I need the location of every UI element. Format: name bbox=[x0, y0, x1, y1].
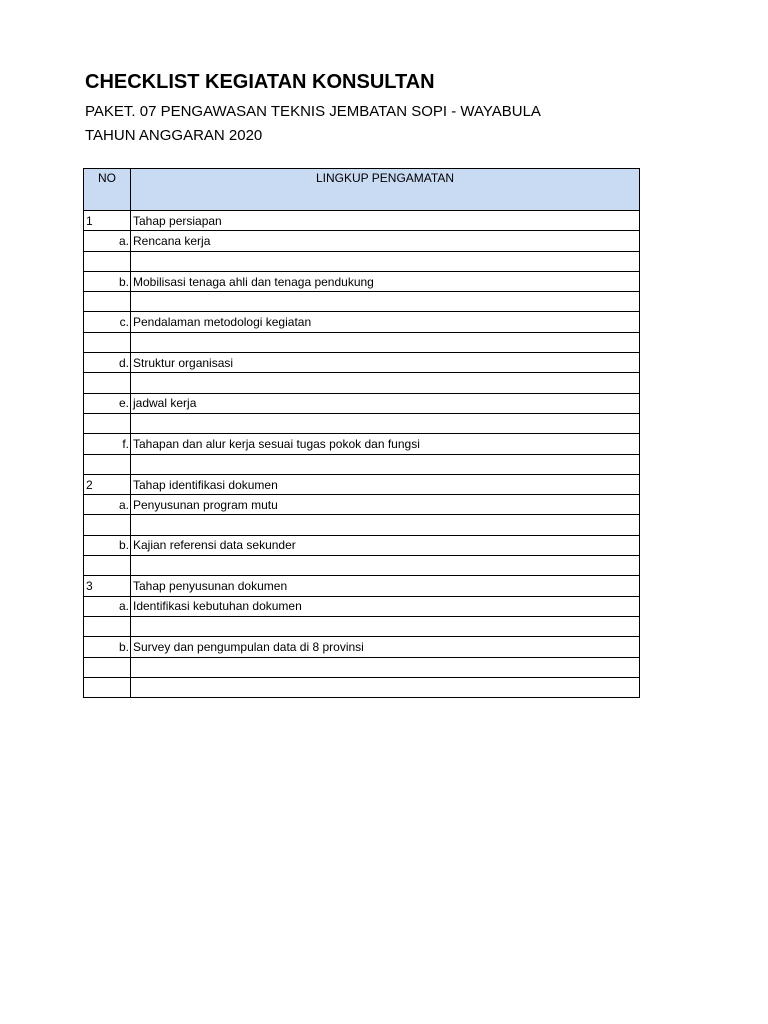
row-scope-text: Tahap identifikasi dokumen bbox=[131, 474, 640, 494]
row-scope-text bbox=[131, 413, 640, 433]
row-number bbox=[84, 454, 131, 474]
table-row bbox=[84, 292, 640, 312]
row-scope-text: Mobilisasi tenaga ahli dan tenaga pendukung bbox=[131, 271, 640, 291]
table-row bbox=[84, 413, 640, 433]
row-number bbox=[84, 413, 131, 433]
table-row bbox=[84, 495, 640, 515]
row-number: 2 bbox=[84, 474, 131, 494]
row-scope-text bbox=[131, 454, 640, 474]
row-number: b. bbox=[84, 271, 131, 291]
row-number: c. bbox=[84, 312, 131, 332]
row-scope-text: Penyusunan program mutu bbox=[131, 495, 640, 515]
table-row bbox=[84, 251, 640, 271]
header-no: NO bbox=[84, 169, 131, 211]
table-row bbox=[84, 576, 640, 596]
row-scope-text: Identifikasi kebutuhan dokumen bbox=[131, 596, 640, 616]
row-scope-text: Survey dan pengumpulan data di 8 provinsi bbox=[131, 637, 640, 657]
package-subtitle: PAKET. 07 PENGAWASAN TEKNIS JEMBATAN SOPI - WAYABULA bbox=[85, 103, 541, 120]
row-number: e. bbox=[84, 393, 131, 413]
row-scope-text bbox=[131, 515, 640, 535]
table-row bbox=[84, 556, 640, 576]
table-row bbox=[84, 353, 640, 373]
row-scope-text bbox=[131, 373, 640, 393]
row-scope-text: Tahap penyusunan dokumen bbox=[131, 576, 640, 596]
row-scope-text bbox=[131, 677, 640, 697]
row-number: a. bbox=[84, 596, 131, 616]
row-number: 3 bbox=[84, 576, 131, 596]
row-number: a. bbox=[84, 495, 131, 515]
table-body bbox=[84, 211, 640, 698]
table-row bbox=[84, 454, 640, 474]
row-scope-text bbox=[131, 332, 640, 352]
table-header-row bbox=[84, 169, 640, 211]
table-row bbox=[84, 535, 640, 555]
table-row bbox=[84, 474, 640, 494]
row-scope-text bbox=[131, 251, 640, 271]
row-scope-text: Tahap persiapan bbox=[131, 211, 640, 231]
row-number bbox=[84, 515, 131, 535]
row-scope-text: Rencana kerja bbox=[131, 231, 640, 251]
row-number bbox=[84, 251, 131, 271]
page-title: CHECKLIST KEGIATAN KONSULTAN bbox=[85, 71, 435, 93]
row-number: b. bbox=[84, 637, 131, 657]
row-scope-text: jadwal kerja bbox=[131, 393, 640, 413]
table-row bbox=[84, 637, 640, 657]
row-number bbox=[84, 677, 131, 697]
header-scope: LINGKUP PENGAMATAN bbox=[131, 169, 640, 211]
row-number: f. bbox=[84, 434, 131, 454]
table-row bbox=[84, 616, 640, 636]
table-row bbox=[84, 434, 640, 454]
row-scope-text: Kajian referensi data sekunder bbox=[131, 535, 640, 555]
row-number bbox=[84, 373, 131, 393]
row-number bbox=[84, 556, 131, 576]
table-row bbox=[84, 312, 640, 332]
row-number: 1 bbox=[84, 211, 131, 231]
row-number bbox=[84, 292, 131, 312]
row-scope-text: Pendalaman metodologi kegiatan bbox=[131, 312, 640, 332]
row-scope-text: Tahapan dan alur kerja sesuai tugas pokok dan fungsi bbox=[131, 434, 640, 454]
budget-year-subtitle: TAHUN ANGGARAN 2020 bbox=[85, 127, 263, 144]
table-row bbox=[84, 677, 640, 697]
table-row bbox=[84, 515, 640, 535]
row-number bbox=[84, 332, 131, 352]
row-number: b. bbox=[84, 535, 131, 555]
row-number: d. bbox=[84, 353, 131, 373]
row-number bbox=[84, 616, 131, 636]
table-row bbox=[84, 393, 640, 413]
row-scope-text bbox=[131, 657, 640, 677]
row-scope-text bbox=[131, 292, 640, 312]
table-row bbox=[84, 373, 640, 393]
checklist-table bbox=[83, 168, 640, 698]
table-row bbox=[84, 596, 640, 616]
table-row bbox=[84, 271, 640, 291]
table-row bbox=[84, 332, 640, 352]
row-scope-text: Struktur organisasi bbox=[131, 353, 640, 373]
row-scope-text bbox=[131, 616, 640, 636]
row-number: a. bbox=[84, 231, 131, 251]
table-row bbox=[84, 657, 640, 677]
row-number bbox=[84, 657, 131, 677]
table-row bbox=[84, 211, 640, 231]
table-row bbox=[84, 231, 640, 251]
row-scope-text bbox=[131, 556, 640, 576]
